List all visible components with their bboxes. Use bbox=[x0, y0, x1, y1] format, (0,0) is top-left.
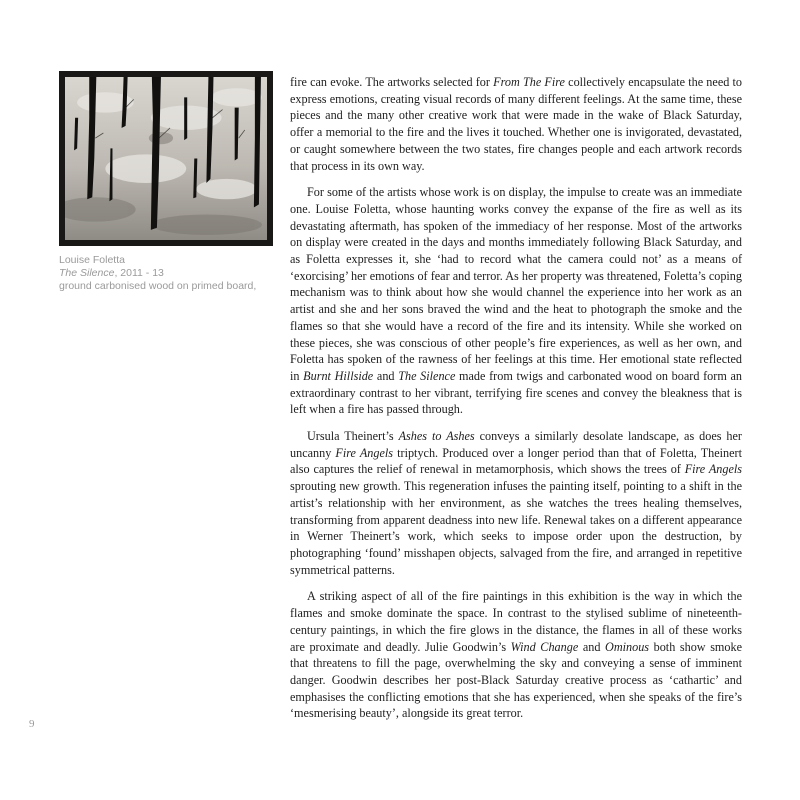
italic-title-run: Burnt Hillside bbox=[303, 368, 374, 383]
caption-date: , 2011 - 13 bbox=[114, 267, 164, 279]
text-run: fire can evoke. The artworks selected for bbox=[290, 75, 494, 89]
caption-title-line bbox=[59, 267, 289, 280]
text-run: and bbox=[373, 368, 399, 383]
text-run: made from twigs and carbonated wood on board form an extraordinary contrast to her vibrant, terrifying fire scenes and convey the bleakness that is left when a fire has passed through. bbox=[290, 368, 742, 417]
body-text bbox=[290, 74, 742, 732]
paragraph-3 bbox=[290, 428, 742, 578]
artwork-caption bbox=[59, 254, 289, 293]
italic-title-run: Ominous bbox=[605, 639, 650, 654]
text-run: triptych. Produced over a longer period than that of Foletta, Theinert also captures the relief of renewal in metamorphosis, which shows the trees of bbox=[290, 445, 742, 477]
text-run: collectively encapsulate the need to express emotions, creating visual records of many different feelings. At the same time, these pieces and the many other creative work that were made in the wake of Black Saturday, offer a memorial to the fire and the lives it touched. Whether one is invigorated, devastated, or caught somewhere between the two states, fire changes people and each artwork records that process in its own way. bbox=[290, 75, 742, 173]
paragraph-4 bbox=[290, 588, 742, 722]
paragraph-1 bbox=[290, 74, 742, 174]
text-run: and bbox=[578, 639, 606, 654]
text-run: sprouting new growth. This regeneration infuses the painting itself, pointing to a shift in the artist’s relationship with her environment, as she watches the trees healing themselves, transforming from apparent deadness into new life. Renewal takes on a different appearance in Werner Theinert’s work, which seeks to impose order upon the destruction, by photographing ‘found’ misshapen objects, salvaged from the fire, and arranged in repetitive symmetrical patterns. bbox=[290, 479, 742, 577]
italic-title-run: Wind Change bbox=[510, 639, 579, 654]
italic-title-run: The Silence bbox=[398, 368, 456, 383]
italic-title-run: Fire Angels bbox=[684, 462, 743, 477]
text-run: both show smoke that threatens to fill the page, overwhelming the sky and conveying a sense of imminent danger. Goodwin describes her post-Black Saturday creative process as ‘cathartic’ and emphasises the conflicting emotions that she has experienced, when she speaks of the fire’s ‘mesmerising beauty’, alongside its great terror. bbox=[290, 639, 743, 721]
caption-title: The Silence bbox=[59, 267, 115, 279]
page-number: 9 bbox=[29, 718, 35, 730]
paragraph-2 bbox=[290, 184, 742, 418]
italic-title-run: Ashes to Ashes bbox=[398, 429, 475, 444]
italic-title-run: Fire Angels bbox=[335, 445, 394, 460]
artwork-image bbox=[59, 71, 273, 246]
text-run: conveys a similarly desolate landscape, as does her uncanny bbox=[290, 429, 742, 460]
caption-artist: Louise Foletta bbox=[59, 254, 125, 266]
caption-medium: ground carbonised wood on primed board, bbox=[59, 280, 257, 292]
text-run: For some of the artists whose work is on display, the impulse to create was an immediate one. Louise Foletta, whose haunting works convey the expanse of the fire as well as its devastating aftermath, has spoken of the immediacy of her response. Most of the artworks on display were created in the days and months immediately following Black Saturday, and as Foletta expresses it, she ‘had to record what the camera could not’ as a means of ‘exorcising’ her emotions of fear and terror. As her property was threatened, Foletta’s coping mechanism was to think about how she would channel the experience into her work as an artist and she and her sons braved the wind and the heat to photograph the smoke and the flames so that she would have a record of the fire and its intensity. While she worked on these pieces, she was conscious of other people’s fire experiences, as well as her own, and Foletta has spoken of the rawness of her feelings at this time. Her emotional state reflected in bbox=[290, 185, 742, 383]
italic-title-run: From The Fire bbox=[493, 75, 565, 89]
text-run: A striking aspect of all of the fire paintings in this exhibition is the way in which the flames and smoke dominate the space. In contrast to the stylised sublime of nineteenth-century paintings, in which the fire glows in the distance, the flames in all of these works are proximate and deadly. Julie Goodwin’s bbox=[290, 589, 742, 654]
text-run: Ursula Theinert’s bbox=[307, 429, 399, 444]
